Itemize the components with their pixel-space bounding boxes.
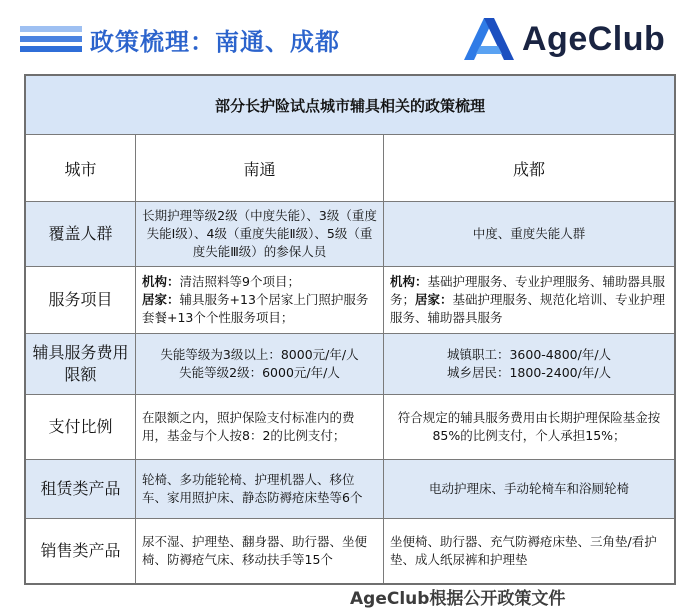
limit-line: 失能等级2级：6000元/年/人 [179, 365, 340, 380]
table-row [26, 267, 674, 334]
chengdu-value: 中度、重度失能人群 [472, 225, 586, 241]
column-header-nantong: 南通 [136, 135, 384, 201]
limit-line: 城镇职工：3600-4800/年/人 [446, 346, 612, 362]
nantong-value [160, 346, 358, 382]
limit-line: 失能等级为3级以上：8000元/年/人 [160, 346, 359, 362]
bold-prefix: 居家： [415, 291, 453, 307]
nantong-value: 长期护理等级2级（中度失能）、3级（重度失能Ⅰ级）、4级（重度失能Ⅱ级）、5级（重度失能Ⅲ级）的参保人员 [142, 207, 377, 260]
service-text: 基础护理服务、规范化培训、专业护理服务、辅助器具服务 [390, 291, 666, 326]
row-label: 辅具服务费用限额 [26, 334, 136, 394]
row-label: 服务项目 [26, 267, 136, 333]
table-row [26, 519, 674, 583]
limit-line: 城乡居民：1800-2400/年/人 [446, 365, 612, 380]
bold-prefix: 居家： [142, 291, 180, 307]
column-header-city: 城市 [26, 135, 136, 201]
service-text: 辅具服务+13个居家上门照护服务套餐+13个个性服务项目； [142, 291, 369, 326]
bold-prefix: 机构： [142, 273, 180, 289]
nantong-value [142, 273, 377, 327]
decorative-bars [20, 26, 82, 56]
ageclub-logo [462, 14, 692, 64]
service-text: 基础护理服务、专业护理服务、辅助器具服务； [390, 273, 666, 307]
logo-text: AgeClub [522, 20, 666, 58]
table-row [26, 202, 674, 267]
row-label: 支付比例 [26, 395, 136, 459]
row-label: 租赁类产品 [26, 460, 136, 518]
chengdu-value: 电动护理床、手动轮椅车和浴厕轮椅 [428, 480, 629, 496]
table-title: 部分长护险试点城市辅具相关的政策梳理 [26, 76, 674, 135]
bold-prefix: 机构： [390, 273, 428, 289]
page-header [0, 0, 700, 72]
table-row [26, 460, 674, 519]
nantong-value: 在限额之内，照护保险支付标准内的费用，基金与个人按8：2的比例支付； [142, 409, 355, 443]
policy-table [24, 74, 676, 585]
chengdu-value: 符合规定的辅具服务费用由长期护理保险基金按85%的比例支付，个人承担15%； [397, 409, 661, 443]
row-label: 覆盖人群 [26, 202, 136, 266]
table-row [26, 334, 674, 395]
source-caption: AgeClub根据公开政策文件 [350, 589, 566, 609]
nantong-value: 轮椅、多功能轮椅、护理机器人、移位车、家用照护床、静态防褥疮床垫等6个 [142, 471, 363, 505]
service-text: 清洁照料等9个项目； [179, 273, 300, 289]
page-title: 政策梳理：南通、成都 [90, 28, 340, 56]
row-label: 销售类产品 [26, 519, 136, 583]
logo-mark-icon [462, 16, 516, 62]
chengdu-value: 坐便椅、助行器、充气防褥疮床垫、三角垫/看护垫、成人纸尿裤和护理垫 [390, 533, 657, 567]
chengdu-value [447, 346, 611, 382]
nantong-value: 尿不湿、护理垫、翻身器、助行器、坐便椅、防褥疮气床、移动扶手等15个 [142, 533, 368, 567]
chengdu-value [390, 273, 668, 327]
table-header-row [26, 135, 674, 202]
column-header-chengdu: 成都 [512, 159, 545, 179]
table-row [26, 395, 674, 460]
